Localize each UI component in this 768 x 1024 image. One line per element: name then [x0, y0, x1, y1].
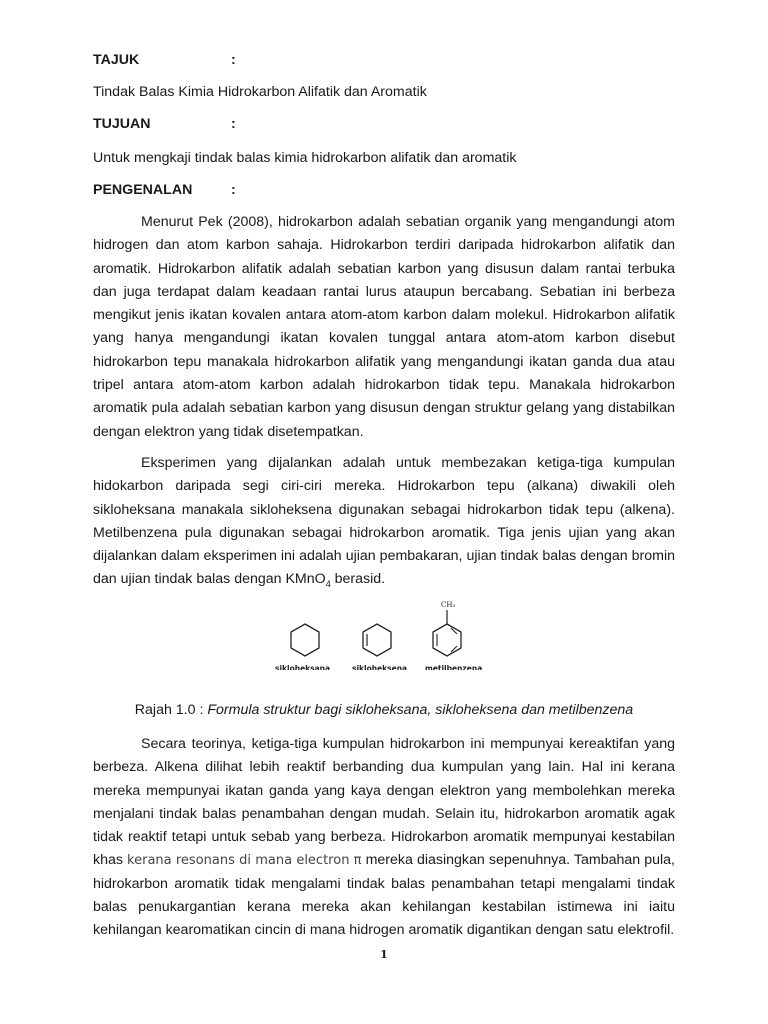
hydrocarbon-structures: [270, 598, 510, 670]
pengenalan-label: PENGENALAN: [93, 182, 193, 198]
tajuk-colon: :: [231, 52, 236, 68]
tujuan-colon: :: [231, 116, 236, 132]
label-metilbenzena: metilbenzena: [425, 664, 483, 670]
paragraph-2: [93, 452, 675, 597]
tajuk-heading: [93, 52, 675, 68]
methylbenzene-structure: [433, 601, 461, 656]
tajuk-label: TAJUK: [93, 52, 140, 68]
cyclohexene-structure: [363, 624, 391, 656]
paragraph-3-a: Secara teorinya, ketiga-tiga kumpulan hidrokarbon ini mempunyai kereaktifan yang berbeza. Alkena dilihat lebih reaktif berbanding dua kumpulan yang lain. Hal ini kerana mereka mempunyai ikatan ganda yang kaya dengan elektron yang membolehkan mereka menjalani tindak balas penambahan dengan mudah. Selain itu, hidrokarbon aromatik agak tidak reaktif tetapi untuk sebab yang berbeza. Hidrokarbon aromatik mempunyai kestabilan khas: [93, 736, 675, 869]
label-sikloheksana: sikloheksana: [275, 664, 331, 670]
pengenalan-colon: :: [231, 182, 236, 198]
tujuan-label: TUJUAN: [93, 116, 151, 132]
methyl-label: CH₃: [441, 601, 456, 609]
tujuan-heading: [93, 116, 675, 132]
paragraph-3-b: mereka diasingkan sepenuhnya. Tambahan pula, hidrokarbon aromatik tidak mengalami tindak balas penambahan tetapi mengalami tindak balas penukargantian kerana mereka akan kehilangan kestabilan istimewa ini iaitu kehilangan kearomatikan cincin di mana hidrogen aromatik digantikan dengan satu elektrofil.: [93, 852, 675, 939]
pi-electron-text: kerana resonans di mana electron π: [127, 853, 362, 869]
pengenalan-heading: [93, 182, 675, 198]
label-sikloheksena: sikloheksena: [352, 664, 408, 670]
structural-formula-figure: [0, 598, 768, 688]
cyclohexane-structure: [291, 624, 319, 656]
figure-caption: [0, 700, 768, 720]
tujuan-text: Untuk mengkaji tindak balas kimia hidrokarbon alifatik dan aromatik: [93, 150, 517, 166]
paragraph-3: [93, 733, 675, 943]
page-number: 1: [380, 948, 388, 961]
caption-prefix: Rajah 1.0 :: [134, 702, 208, 718]
caption-italic: Formula struktur bagi sikloheksana, sikloheksena dan metilbenzena: [207, 702, 634, 718]
paragraph-2-end: berasid.: [330, 571, 386, 588]
tajuk-text: Tindak Balas Kimia Hidrokarbon Alifatik dan Aromatik: [93, 84, 427, 100]
paragraph-2-main: Eksperimen yang dijalankan adalah untuk membezakan ketiga-tiga kumpulan hidokarbon daripada segi ciri-ciri mereka. Hidrokarbon tepu (alkana) diwakili oleh sikloheksana manakala sikloheksena digunakan sebagai hidrokarbon tidak tepu (alkena). Metilbenzena pula digunakan sebagai hidrokarbon aromatik. Tiga jenis ujian yang akan dijalankan dalam eksperimen ini adalah ujian pembakaran, ujian tindak balas dengan bromin dan ujian tindak balas dengan KMnO: [93, 455, 675, 588]
paragraph-1: Menurut Pek (2008), hidrokarbon adalah sebatian organik yang mengandungi atom hidrogen dan atom karbon sahaja. Hidrokarbon terdiri daripada hidrokarbon alifatik dan aromatik. Hidrokarbon alifatik adalah sebatian karbon yang disusun dalam rantai terbuka dan juga terdapat dalam keadaan rantai lurus ataupun bercabang. Sebatian ini berbeza mengikut jenis ikatan kovalen antara atom-atom karbon dalam molekul. Hidrokarbon alifatik yang hanya mengandungi ikatan kovalen tunggal antara atom-atom karbon disebut hidrokarbon tepu manakala hidrokarbon alifatik yang mengandungi ikatan ganda dua atau tripel antara atom-atom karbon adalah hidrokarbon tidak tepu. Manakala hidrokarbon aromatik pula adalah sebatian karbon yang disusun dengan struktur gelang yang distabilkan dengan elektron yang tidak disetempatkan.: [93, 214, 675, 440]
kmno4-subscript: 4: [325, 579, 331, 590]
